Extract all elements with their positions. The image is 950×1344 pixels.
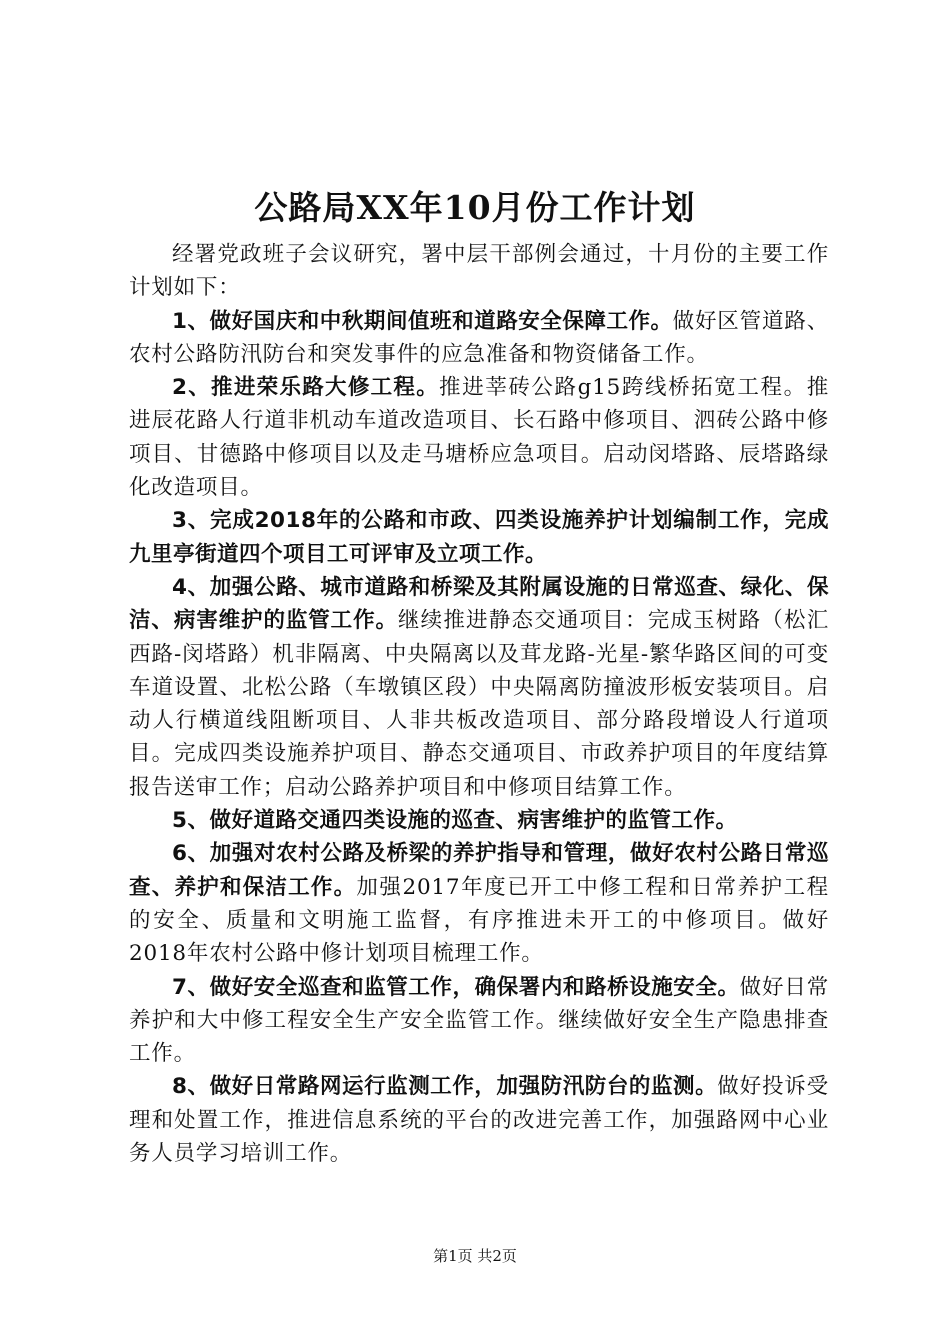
page-number-footer: 第1页 共2页 xyxy=(433,1247,517,1265)
work-item-7 xyxy=(129,971,829,1071)
work-item-5 xyxy=(129,804,829,837)
document-body xyxy=(129,238,829,1170)
work-item-heading: 6、加强对农村公路及桥梁的养护指导和管理，做好农村公路日常巡查、养护和保洁工作。 xyxy=(129,841,829,900)
work-item-text: 加强2017年度已开工中修工程和日常养护工程的安全、质量和文明施工监督，有序推进未开工的中修项目。做好2018年农村公路中修计划项目梳理工作。 xyxy=(129,874,829,967)
document-title: 公路局XX年10月份工作计划 xyxy=(254,188,696,227)
work-item-heading: 2、推进荣乐路大修工程。 xyxy=(172,375,440,401)
work-item-text: 做好日常养护和大中修工程安全生产安全监管工作。继续做好安全生产隐患排查工作。 xyxy=(129,974,830,1067)
work-item-heading: 4、加强公路、城市道路和桥梁及其附属设施的日常巡查、绿化、保洁、病害维护的监管工作。 xyxy=(129,574,829,634)
work-item-text: 做好投诉受理和处置工作，推进信息系统的平台的改进完善工作，加强路网中心业务人员学习培训工作。 xyxy=(129,1074,829,1167)
work-item-text: 推进莘砖公路g15跨线桥拓宽工程。推进辰花路人行道非机动车道改造项目、长石路中修项目、泗砖公路中修项目、甘德路中修项目以及走马塘桥应急项目。启动闵塔路、辰塔路绿化改造项目。 xyxy=(129,375,829,501)
work-item-heading: 1、做好国庆和中秋期间值班和道路安全保障工作。 xyxy=(172,308,673,334)
work-item-2 xyxy=(129,371,829,504)
work-item-8 xyxy=(129,1070,829,1170)
work-item-1 xyxy=(129,305,829,372)
work-item-heading: 3、完成2018年的公路和市政、四类设施养护计划编制工作，完成九里亭街道四个项目工可评审及立项工作。 xyxy=(129,508,829,567)
work-item-text: 做好区管道路、农村公路防汛防台和突发事件的应急准备和物资储备工作。 xyxy=(129,308,829,367)
work-item-heading: 7、做好安全巡查和监管工作，确保署内和路桥设施安全。 xyxy=(172,974,740,1000)
work-item-heading: 5、做好道路交通四类设施的巡查、病害维护的监管工作。 xyxy=(172,808,738,834)
intro-paragraph: 经署党政班子会议研究，署中层干部例会通过，十月份的主要工作计划如下： xyxy=(129,242,829,301)
work-item-text: 继续推进静态交通项目：完成玉树路（松汇西路-闵塔路）机非隔离、中央隔离以及茸龙路-光星-繁华路区间的可变车道设置、北松公路（车墩镇区段）中央隔离防撞波形板安装项目。启动人行横道线阻断项目、人非共板改造项目、部分路段增设人行道项目。完成四类设施养护项目、静态交通项目、市政养护项目的年度结算报告送审工作；启动公路养护项目和中修项目结算工作。 xyxy=(129,608,829,800)
work-item-6 xyxy=(129,837,829,970)
work-item-3 xyxy=(129,504,829,571)
work-item-heading: 8、做好日常路网运行监测工作，加强防汛防台的监测。 xyxy=(172,1074,718,1100)
work-item-4 xyxy=(129,571,829,804)
